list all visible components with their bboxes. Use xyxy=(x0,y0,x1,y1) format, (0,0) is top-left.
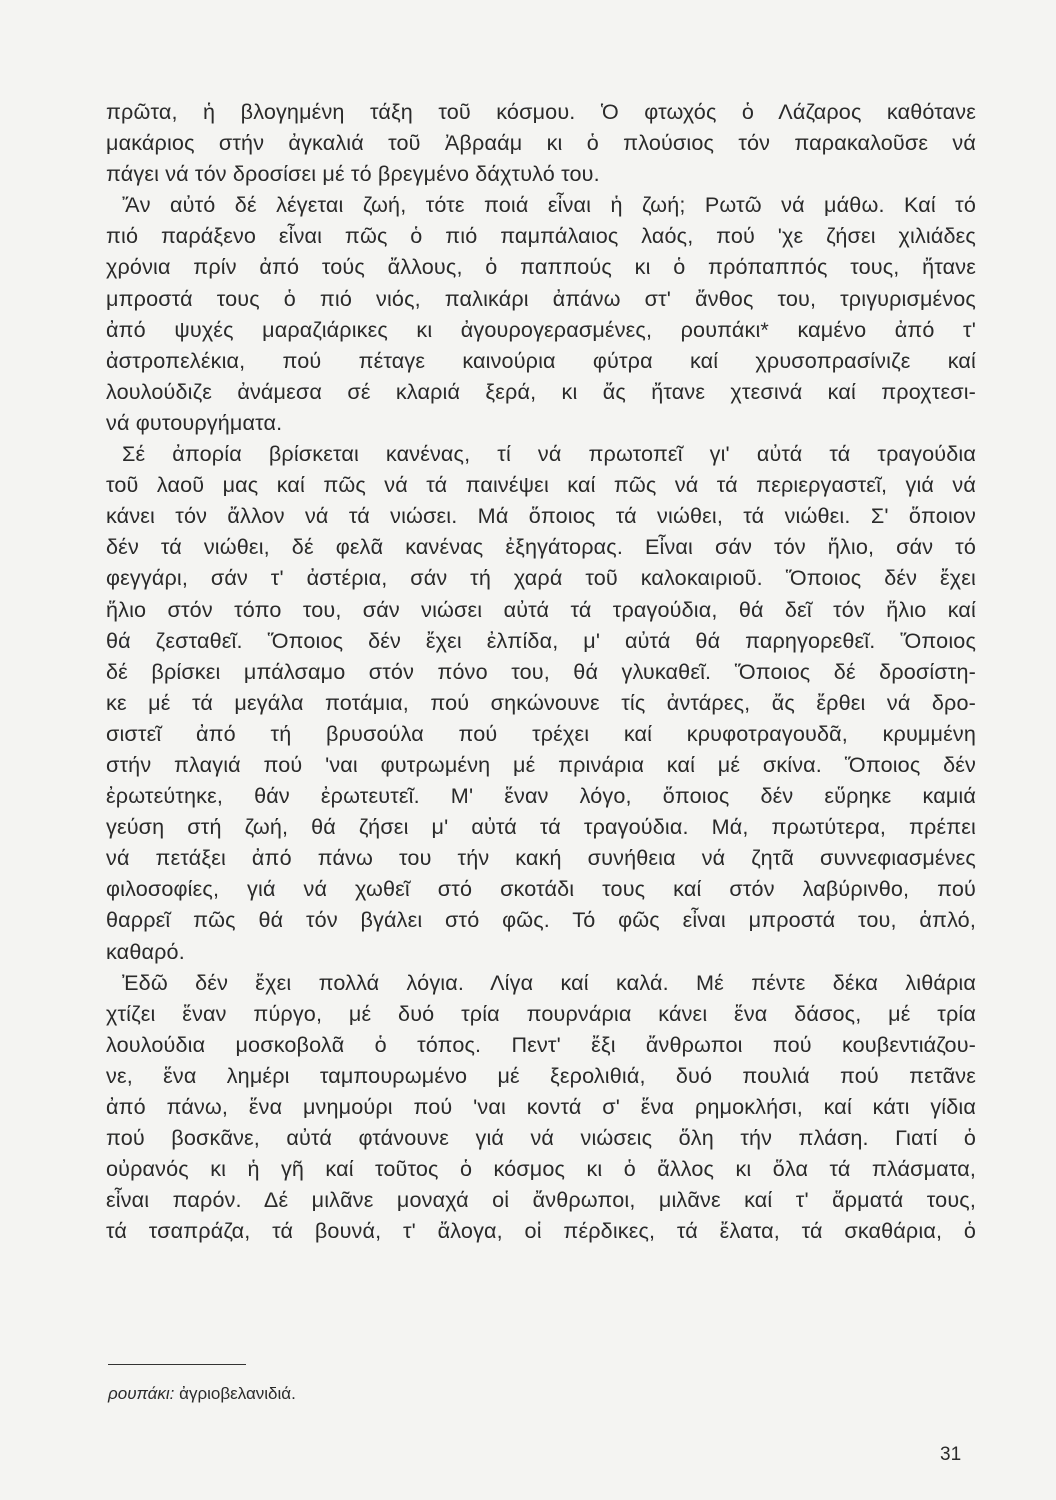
text-line: χτίζει ἕναν πύργο, μέ δυό τρία πουρνάρια κάνει ἕνα δάσος, μέ τρία xyxy=(106,1000,976,1026)
text-line: νά πετάξει ἀπό πάνω του τήν κακή συνήθεια νά ζητᾶ συννεφιασμένες xyxy=(106,845,976,871)
text-line: κε μέ τά μεγάλα ποτάμια, πού σηκώνουνε τίς ἀντάρες, ἄς ἔρθει νά δρο- xyxy=(106,689,976,715)
text-line: μακάριος στήν ἀγκαλιά τοῦ Ἀβραάμ κι ὁ πλούσιος τόν παρακαλοῦσε νά xyxy=(106,130,976,156)
text-line: χρόνια πρίν ἀπό τούς ἄλλους, ὁ παππούς κι ὁ πρόπαππός τους, ἤτανε xyxy=(106,254,976,280)
text-line: εἶναι παρόν. Δέ μιλᾶνε μοναχά οἱ ἄνθρωποι, μιλᾶνε καί τ' ἅρματά τους, xyxy=(106,1187,976,1213)
text-line: σιστεῖ ἀπό τή βρυσούλα πού τρέχει καί κρυφοτραγουδᾶ, κρυμμένη xyxy=(106,720,976,746)
text-line: ἐρωτεύτηκε, θάν ἐρωτευτεῖ. Μ' ἕναν λόγο, ὅποιος δέν εὕρηκε καμιά xyxy=(106,783,976,809)
text-line: θαρρεῖ πῶς θά τόν βγάλει στό φῶς. Τό φῶς εἶναι μπροστά του, ἁπλό, xyxy=(106,907,976,933)
text-line: τά τσαπράζα, τά βουνά, τ' ἄλογα, οἱ πέρδικες, τά ἔλατα, τά σκαθάρια, ὁ xyxy=(106,1218,976,1244)
text-line: δέ βρίσκει μπάλσαμο στόν πόνο του, θά γλυκαθεῖ. Ὅποιος δέ δροσίστη- xyxy=(106,658,976,684)
text-line: οὐρανός κι ἡ γῆ καί τοῦτος ὁ κόσμος κι ὁ ἄλλος κι ὅλα τά πλάσματα, xyxy=(106,1156,976,1182)
text-line: νε, ἕνα λημέρι ταμπουρωμένο μέ ξερολιθιά, δυό πουλιά πού πετᾶνε xyxy=(106,1062,976,1088)
text-line: φιλοσοφίες, γιά νά χωθεῖ στό σκοτάδι τους καί στόν λαβύρινθο, πού xyxy=(106,876,976,902)
body-text xyxy=(106,96,976,1246)
text-line: δέν τά νιώθει, δέ φελᾶ κανένας ἐξηγάτορας. Εἶναι σάν τόν ἥλιο, σάν τό xyxy=(106,534,976,560)
footnote-definition: ἀγριοβελανιδιά. xyxy=(179,1384,296,1403)
footnote xyxy=(108,1384,296,1404)
text-line: νά φυτουργήματα. xyxy=(106,409,283,435)
footnote-rule xyxy=(108,1364,246,1365)
text-line: τοῦ λαοῦ μας καί πῶς νά τά παινέψει καί πῶς νά τά περιεργαστεῖ, γιά νά xyxy=(106,472,976,498)
text-line: πιό παράξενο εἶναι πῶς ὁ πιό παμπάλαιος λαός, πού 'χε ζήσει χιλιάδες xyxy=(106,223,976,249)
text-line: φεγγάρι, σάν τ' ἀστέρια, σάν τή χαρά τοῦ καλοκαιριοῦ. Ὅποιος δέν ἔχει xyxy=(106,565,976,591)
text-line: Ἄν αὐτό δέ λέγεται ζωή, τότε ποιά εἶναι ἡ ζωή; Ρωτῶ νά μάθω. Καί τό xyxy=(122,192,976,218)
text-line: στήν πλαγιά πού 'ναι φυτρωμένη μέ πρινάρια καί μέ σκίνα. Ὅποιος δέν xyxy=(106,751,976,777)
text-line: θά ζεσταθεῖ. Ὅποιος δέν ἔχει ἐλπίδα, μ' αὐτά θά παρηγορεθεῖ. Ὅποιος xyxy=(106,627,976,653)
text-line: ἀστροπελέκια, πού πέταγε καινούρια φύτρα καί χρυσοπρασίνιζε καί xyxy=(106,347,976,373)
text-line: λουλούδια μοσκοβολᾶ ὁ τόπος. Πεντ' ἔξι ἄνθρωποι πού κουβεντιάζου- xyxy=(106,1031,976,1057)
text-line: Ἐδῶ δέν ἔχει πολλά λόγια. Λίγα καί καλά. Μέ πέντε δέκα λιθάρια xyxy=(122,969,976,995)
text-line: ἀπό πάνω, ἕνα μνημούρι πού 'ναι κοντά σ' ἕνα ρημοκλήσι, καί κάτι γίδια xyxy=(106,1094,976,1119)
text-line: πάγει νά τόν δροσίσει μέ τό βρεγμένο δάχτυλό του. xyxy=(106,161,600,187)
text-line: μπροστά τους ὁ πιό νιός, παλικάρι ἀπάνω στ' ἄνθος του, τριγυρισμένος xyxy=(106,285,976,311)
page-number: 31 xyxy=(940,1444,962,1465)
text-line: πού βοσκᾶνε, αὐτά φτάνουνε γιά νά νιώσεις ὅλη τήν πλάση. Γιατί ὁ xyxy=(106,1125,976,1151)
text-line: ἀπό ψυχές μαραζιάρικες κι ἀγουρογερασμένες, ρουπάκι* καμένο ἀπό τ' xyxy=(106,316,976,342)
text-line: πρῶτα, ἡ βλογημένη τάξη τοῦ κόσμου. Ὁ φτωχός ὁ Λάζαρος καθότανε xyxy=(106,99,976,124)
text-line: κάνει τόν ἄλλον νά τά νιώσει. Μά ὅποιος τά νιώθει, τά νιώθει. Σ' ὅποιον xyxy=(106,503,976,529)
text-line: γεύση στή ζωή, θά ζήσει μ' αὐτά τά τραγούδια. Μά, πρωτύτερα, πρέπει xyxy=(106,814,976,840)
text-line: λουλούδιζε ἀνάμεσα σέ κλαριά ξερά, κι ἄς ἤτανε χτεσινά καί προχτεσι- xyxy=(106,378,976,404)
footnote-term: ρουπάκι: xyxy=(108,1384,175,1403)
text-line: ἥλιο στόν τόπο του, σάν νιώσει αὐτά τά τραγούδια, θά δεῖ τόν ἥλιο καί xyxy=(106,596,976,622)
text-line: καθαρό. xyxy=(106,938,185,964)
text-line: Σέ ἀπορία βρίσκεται κανένας, τί νά πρωτοπεῖ γι' αὐτά τά τραγούδια xyxy=(122,441,976,467)
